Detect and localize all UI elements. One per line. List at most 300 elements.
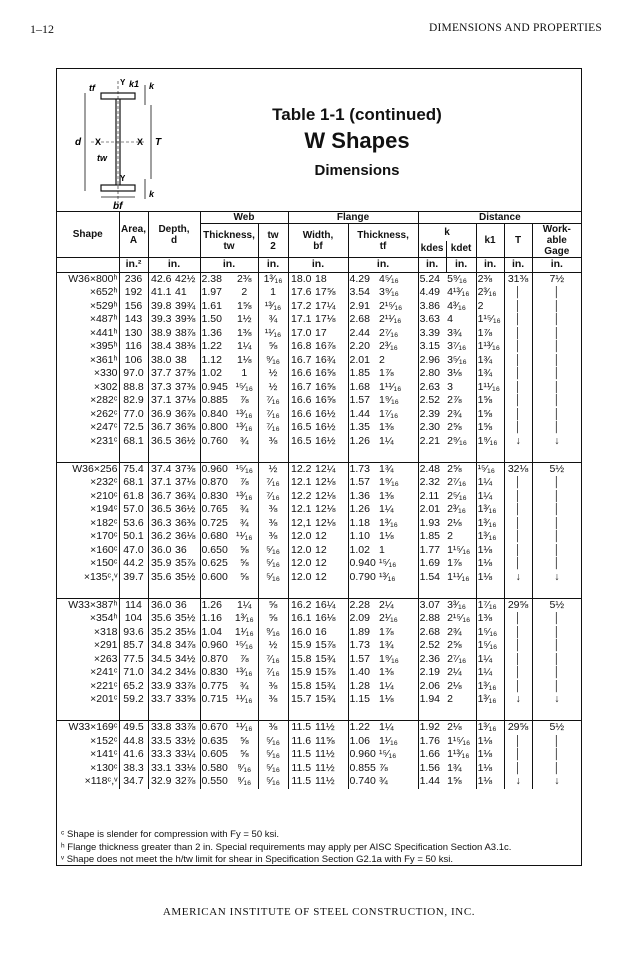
continuation-line: │	[532, 421, 581, 435]
continuation-line: │	[504, 421, 532, 435]
table-cell: 59.2	[119, 693, 148, 707]
table-cell: 0.605	[200, 748, 231, 762]
table-cell: 1¼	[476, 476, 504, 490]
table-cell: 1¼	[476, 666, 504, 680]
table-cell: 1½	[236, 313, 252, 325]
table-cell: 61.8	[119, 490, 148, 504]
spacer-cell	[200, 584, 231, 598]
continuation-arrow-icon: ↓	[532, 571, 581, 585]
table-cell: 1	[258, 286, 288, 300]
table-cell: 2.96	[418, 354, 446, 368]
table-cell: ×210ᶜ	[90, 489, 118, 502]
continuation-line: │	[532, 680, 581, 694]
continuation-line: │	[504, 748, 532, 762]
table-cell: ⁹⁄₁₆	[237, 761, 252, 774]
table-cell: 11.5	[288, 748, 314, 762]
spacer-cell	[476, 584, 504, 598]
table-cell: 1⁹⁄₁₆	[379, 476, 399, 488]
table-cell: 29⅝	[504, 721, 532, 735]
table-cell: 2⅛	[447, 679, 462, 692]
table-cell: 1⅛	[476, 735, 504, 749]
table-cell: 5½	[532, 598, 581, 612]
continuation-line: │	[504, 517, 532, 531]
table-cell: ⅞	[239, 476, 249, 488]
table-row	[57, 394, 581, 408]
table-cell: 1¹⁄₁₆	[234, 625, 254, 638]
table-cell: 0.940	[348, 557, 378, 571]
table-cell: ¹⁵⁄₁₆	[379, 557, 397, 569]
continuation-line: │	[504, 653, 532, 667]
spacer-cell	[418, 707, 446, 721]
spacer-cell	[476, 707, 504, 721]
table-cell: 2.32	[418, 476, 446, 490]
spacer-cell	[288, 584, 314, 598]
table-cell: 3⁹⁄₁₆	[379, 286, 399, 298]
table-cell: 37⅜	[174, 462, 200, 476]
col-shape: Shape	[57, 212, 119, 258]
table-row	[57, 639, 581, 653]
table-cell: 1³⁄₁₆	[476, 721, 504, 735]
table-row	[57, 272, 581, 286]
table-cell: 1.73	[348, 462, 378, 476]
table-cell: 2¹⁄₁₆	[379, 612, 398, 624]
table-cell: 1¾	[476, 354, 504, 368]
table-cell: 39¾	[175, 299, 196, 312]
table-row	[57, 626, 581, 640]
table-row	[57, 367, 581, 381]
table-cell: 37⅛	[175, 394, 196, 406]
table-cell: ×291	[93, 639, 118, 651]
table-cell: 5½	[532, 462, 581, 476]
table-cell: 65.2	[119, 680, 148, 694]
table-cell: 1.04	[200, 626, 231, 640]
table-cell: 53.6	[119, 517, 148, 531]
continuation-line: │	[532, 286, 581, 300]
table-cell: 36⅛	[175, 530, 196, 542]
table-cell: ×150ᶜ	[90, 557, 118, 569]
table-cell: ×282ᶜ	[90, 394, 118, 406]
table-cell: 16.5	[288, 421, 314, 435]
table-cell: ×361ʰ	[89, 353, 118, 366]
continuation-line: │	[532, 367, 581, 381]
continuation-line: │	[504, 367, 532, 381]
table-cell: ¹¹⁄₁₆	[258, 327, 288, 341]
continuation-line: │	[532, 544, 581, 558]
table-cell: 1⁹⁄₁₆	[379, 394, 399, 406]
table-cell: ×231ᶜ	[90, 434, 118, 447]
table-cell: 44.8	[119, 735, 148, 749]
table-cell: 2³⁄₁₆	[447, 503, 466, 515]
table-cell: ×141ᶜ	[90, 748, 118, 760]
table-cell: ×247ᶜ	[90, 421, 118, 433]
table-cell: 17.6	[288, 286, 314, 300]
table-cell: 1⅞	[379, 367, 394, 379]
table-cell: 32⅞	[175, 775, 196, 787]
spacer-cell	[446, 448, 476, 462]
table-cell: ¾	[239, 503, 249, 515]
table-cell: W33×387ʰ	[57, 598, 119, 612]
continuation-arrow-icon: ↓	[532, 775, 581, 789]
spacer-cell	[148, 448, 174, 462]
table-cell: 11½	[315, 761, 335, 774]
table-cell: 1.69	[418, 557, 446, 571]
table-row	[57, 517, 581, 531]
table-cell: 1¼	[379, 503, 394, 515]
table-cell: 1.40	[348, 666, 378, 680]
table-cell: ⁷⁄₁₆	[258, 408, 288, 422]
table-cell: 1⁵⁄₁₆	[476, 626, 504, 640]
table-cell: 2.06	[418, 680, 446, 694]
table-cell: 1.77	[418, 544, 446, 558]
table-cell: ½	[258, 381, 288, 395]
table-row	[57, 435, 581, 449]
table-row	[57, 340, 581, 354]
table-cell: 57.0	[119, 503, 148, 517]
unit-cell: in.	[446, 258, 476, 273]
table-cell: ×441ʰ	[89, 326, 118, 339]
table-cell: 2.68	[348, 313, 378, 327]
table-cell: 2.88	[418, 612, 446, 626]
table-cell: 2.20	[348, 340, 378, 354]
table-cell: 33½	[175, 734, 196, 747]
table-cell: ⁷⁄₁₆	[258, 666, 288, 680]
table-cell: 2¾	[447, 407, 462, 420]
spacer-cell	[378, 448, 418, 462]
table-cell: 11.5	[288, 762, 314, 776]
table-cell: 35½	[175, 612, 196, 624]
table-cell: 33.5	[148, 735, 174, 749]
continuation-line: │	[504, 354, 532, 368]
table-cell: ⅝	[239, 570, 249, 583]
table-cell: 12,1	[288, 517, 314, 531]
table-cell: 1.06	[348, 735, 378, 749]
spacer-cell	[148, 584, 174, 598]
table-cell: 42½	[175, 272, 196, 285]
table-cell: 0.960	[348, 748, 378, 762]
table-cell: ¹¹⁄₁₆	[236, 693, 253, 705]
table-subtitle: Dimensions	[314, 162, 400, 179]
continuation-line: │	[504, 300, 532, 314]
table-cell: 2⅜	[476, 272, 504, 286]
table-cell: 4	[447, 313, 453, 325]
table-cell: 1¾	[476, 367, 504, 381]
table-cell: 1.94	[418, 693, 446, 707]
table-cell: ⅞	[239, 394, 249, 406]
continuation-arrow-icon: ↓	[504, 571, 532, 585]
table-cell: 41	[175, 286, 187, 298]
table-cell: 15¾	[315, 652, 336, 665]
continuation-line: │	[532, 340, 581, 354]
table-cell: 1¹⁄₁₆	[379, 734, 398, 747]
table-cell: 36¾	[175, 489, 196, 502]
diagram-label-x-right: X	[137, 137, 144, 147]
continuation-line: │	[532, 762, 581, 776]
table-cell: ¹⁵⁄₁₆	[379, 748, 397, 760]
table-cell: 12	[315, 557, 327, 569]
table-cell: 192	[119, 286, 148, 300]
continuation-arrow-icon: ↓	[532, 693, 581, 707]
spacer-cell	[174, 707, 200, 721]
continuation-line: │	[532, 313, 581, 327]
table-cell: 2⅝	[446, 462, 476, 476]
table-cell: 35⅛	[175, 625, 196, 638]
table-cell: 33⅞	[174, 721, 200, 735]
table-cell: 38.3	[119, 762, 148, 776]
table-cell: 1¼	[476, 490, 504, 504]
spacer-cell	[532, 584, 581, 598]
table-cell: ¹⁵⁄₁₆	[235, 639, 253, 651]
table-cell: 15¾	[315, 679, 336, 692]
table-cell: 16.1	[288, 612, 314, 626]
diagram-label-tf: tf	[89, 83, 95, 93]
table-cell: 36½	[175, 503, 196, 515]
table-cell: 12.0	[288, 530, 314, 544]
table-cell: 39.7	[119, 571, 148, 585]
table-cell: 3.54	[348, 286, 378, 300]
table-cell: 12	[315, 530, 327, 542]
spacer-cell	[174, 448, 200, 462]
table-cell: 1⅞	[447, 557, 462, 569]
table-cell: 1	[379, 543, 385, 556]
table-cell: 2	[379, 353, 385, 366]
continuation-line: │	[532, 354, 581, 368]
table-cell: 4³⁄₁₆	[447, 299, 466, 312]
unit-cell: in.	[476, 258, 504, 273]
table-cell: 37⅛	[175, 476, 196, 488]
table-row	[57, 286, 581, 300]
spacer-cell	[504, 584, 532, 598]
table-cell: 2	[241, 286, 248, 298]
continuation-line: │	[532, 530, 581, 544]
table-cell: 4¹³⁄₁₆	[447, 286, 470, 298]
table-cell: ×152ᶜ	[90, 734, 118, 747]
table-cell: 2.38	[200, 272, 231, 286]
table-cell: 93.6	[119, 626, 148, 640]
table-cell: 1.44	[348, 408, 378, 422]
table-row	[57, 653, 581, 667]
continuation-line: │	[504, 666, 532, 680]
table-cell: W33×169ᶜ	[57, 721, 119, 735]
table-cell: ⅞	[379, 761, 388, 774]
table-cell: 38⅜	[175, 340, 196, 352]
table-cell: 37.3	[148, 381, 174, 395]
table-cell: ⅜	[258, 503, 288, 517]
table-cell: 2.91	[348, 300, 378, 314]
spacer-cell	[446, 584, 476, 598]
table-cell: 1.26	[348, 503, 378, 517]
table-cell: 3.07	[418, 598, 446, 612]
table-cell: 34½	[175, 652, 196, 665]
table-cell: 2.63	[418, 381, 446, 395]
table-cell: 16⅝	[315, 380, 336, 393]
table-cell: ×130ᶜ	[90, 761, 118, 774]
table-cell: 156	[119, 300, 148, 314]
table-cell: 37.1	[148, 476, 174, 490]
continuation-line: │	[504, 680, 532, 694]
table-cell: 16½	[315, 421, 336, 433]
table-cell: 1.02	[348, 544, 378, 558]
table-cell: ⁵⁄₁₆	[258, 735, 288, 749]
table-cell: 41.1	[148, 286, 174, 300]
table-cell: 1.28	[348, 680, 378, 694]
table-cell: 1³⁄₁₆	[476, 530, 504, 544]
table-cell: ¾	[239, 434, 249, 447]
table-cell: 1.68	[348, 381, 378, 395]
table-cell: 2.21	[418, 435, 446, 449]
table-cell: 42.6	[148, 272, 174, 286]
table-cell: 16.6	[288, 394, 314, 408]
table-cell: 1⁹⁄₁₆	[379, 652, 399, 665]
table-row	[57, 530, 581, 544]
table-cell: 36⅞	[175, 407, 196, 420]
table-cell: 0.680	[200, 530, 231, 544]
table-cell: 41.6	[119, 748, 148, 762]
continuation-line: │	[532, 503, 581, 517]
running-head: DIMENSIONS AND PROPERTIES	[429, 22, 602, 34]
table-cell: ×354ʰ	[89, 612, 118, 624]
table-cell: 36.9	[148, 408, 174, 422]
table-cell: 11.5	[288, 721, 314, 735]
table-cell: 3.15	[418, 340, 446, 354]
table-cell: ×232ᶜ	[90, 476, 118, 488]
table-cell: 32⅛	[504, 462, 532, 476]
spacer-cell	[174, 584, 200, 598]
table-cell: ⅜	[258, 517, 288, 531]
table-cell: 1³⁄₁₆	[476, 503, 504, 517]
table-cell: 1⅝	[236, 299, 252, 312]
table-cell: 1⅛	[236, 353, 252, 366]
diagram-label-tw: tw	[97, 153, 107, 163]
table-cell: 1.61	[200, 300, 231, 314]
table-cell: 1.76	[418, 735, 446, 749]
spacer-cell	[231, 707, 258, 721]
col-k: k	[418, 224, 476, 241]
continuation-line: │	[504, 327, 532, 341]
table-cell: 50.1	[119, 530, 148, 544]
group-spacer	[57, 584, 581, 598]
table-cell: 38.9	[148, 327, 174, 341]
table-cell: 3⁵⁄₁₆	[447, 353, 467, 366]
table-cell: 1¹³⁄₁₆	[476, 340, 504, 354]
col-flange-width: Width, bf	[288, 224, 348, 258]
table-cell: 15⅞	[315, 666, 336, 678]
table-cell: 16¼	[314, 598, 348, 612]
table-cell: 17	[315, 326, 327, 339]
table-cell: ⅝	[239, 734, 249, 747]
table-cell: 36.2	[148, 530, 174, 544]
spacer-cell	[231, 584, 258, 598]
spacer-cell	[314, 584, 348, 598]
table-cell: 3⅛	[447, 367, 462, 379]
table-cell: 0.650	[200, 544, 231, 558]
table-title: W Shapes	[304, 128, 410, 153]
table-cell: 11⅝	[315, 734, 335, 747]
table-cell: 1³⁄₁₆	[379, 516, 398, 529]
table-cell: ⅝	[258, 612, 288, 626]
table-cell: 1.50	[200, 313, 231, 327]
table-cell: 1¾	[378, 462, 418, 476]
table-cell: 0.635	[200, 735, 231, 749]
table-cell: ⁷⁄₁₆	[258, 394, 288, 408]
continuation-line: │	[504, 394, 532, 408]
table-cell: 33⅝	[175, 693, 196, 705]
table-cell: 16¾	[315, 353, 336, 366]
table-cell: 36.7	[148, 421, 174, 435]
table-cell: ¾	[239, 516, 249, 529]
table-cell: 0.765	[200, 503, 231, 517]
table-cell: 2⅝	[447, 639, 462, 651]
table-cell: 12.0	[288, 544, 314, 558]
spacer-cell	[119, 448, 148, 462]
table-cell: 17.0	[288, 327, 314, 341]
table-cell: 1.97	[200, 286, 231, 300]
spacer-cell	[532, 448, 581, 462]
col-distance: Distance	[418, 212, 581, 224]
table-cell: 36.5	[148, 503, 174, 517]
table-cell: 36.3	[148, 517, 174, 531]
table-cell: 35.6	[148, 571, 174, 585]
table-cell: ×241ᶜ	[90, 666, 118, 678]
table-cell: 0.800	[200, 421, 231, 435]
table-cell: 33⅞	[175, 679, 196, 692]
spacer-cell	[378, 707, 418, 721]
continuation-arrow-icon: ↓	[532, 435, 581, 449]
table-cell: 2.68	[418, 626, 446, 640]
table-cell: 2.39	[418, 408, 446, 422]
table-cell: ⅝	[258, 340, 288, 354]
table-cell: ¾	[239, 679, 249, 692]
table-cell: 12.2	[288, 462, 314, 476]
continuation-line: │	[532, 639, 581, 653]
table-row	[57, 721, 581, 735]
footnote-v: ᵛ Shape does not meet the h/tw limit for shear in Specification Section G2.1a with Fy = 50 ksi.	[61, 854, 453, 865]
table-cell: 34.2	[148, 666, 174, 680]
continuation-line: │	[504, 762, 532, 776]
table-cell: 2⁵⁄₁₆	[447, 489, 467, 502]
table-number: Table 1-1 (continued)	[272, 105, 442, 124]
table-cell: 3.63	[418, 313, 446, 327]
table-cell: 2	[476, 300, 504, 314]
table-cell: 0.830	[200, 666, 231, 680]
continuation-line: │	[532, 408, 581, 422]
table-cell: 12	[315, 570, 327, 583]
table-cell: 2.01	[418, 503, 446, 517]
table-cell: 16.5	[288, 435, 314, 449]
table-row	[57, 476, 581, 490]
table-cell: 36.0	[148, 598, 174, 612]
table-cell: ×221ᶜ	[90, 679, 118, 692]
table-cell: 1¹⁵⁄₁₆	[447, 543, 471, 556]
table-cell: ×318	[93, 625, 118, 638]
table-cell: 11½	[315, 775, 335, 787]
table-cell: 33.1	[148, 762, 174, 776]
table-cell: 1³⁄₁₆	[258, 272, 288, 286]
continuation-line: │	[532, 381, 581, 395]
table-cell: 1⁷⁄₁₆	[379, 407, 399, 420]
table-cell: ×160ᶜ	[90, 543, 118, 556]
table-cell: ×182ᶜ	[90, 516, 118, 529]
table-cell: 16½	[315, 434, 336, 447]
table-cell: ×201ᶜ	[90, 693, 118, 705]
table-cell: 36	[174, 598, 200, 612]
table-cell: 1	[241, 367, 248, 379]
table-cell: 0.760	[200, 435, 231, 449]
table-cell: 37⅝	[175, 367, 196, 379]
table-cell: 47.0	[119, 544, 148, 558]
continuation-arrow-icon: ↓	[504, 435, 532, 449]
col-web: Web	[200, 212, 288, 224]
continuation-line: │	[504, 503, 532, 517]
